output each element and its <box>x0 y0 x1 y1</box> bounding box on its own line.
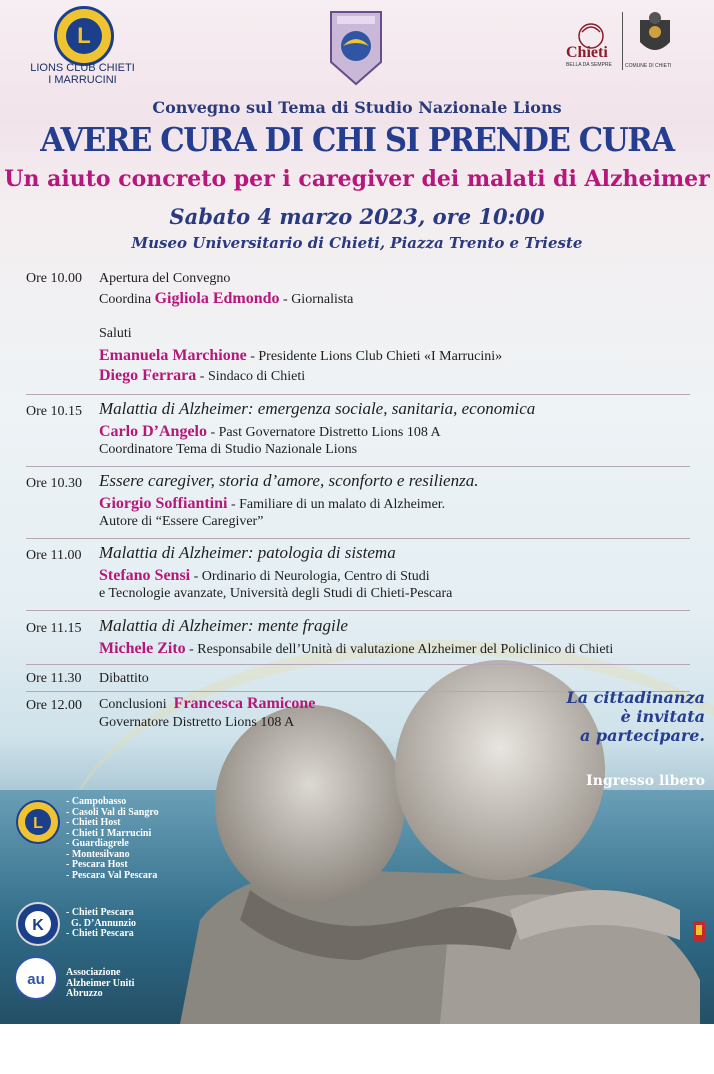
session-time: Ore 11.00 <box>26 548 82 563</box>
event-date: Sabato 4 marzo 2023, ore 10:00 <box>169 204 545 229</box>
speaker-role: - Past Governatore Distretto Lions 108 A <box>206 425 441 440</box>
session-time: Ore 10.00 <box>26 271 82 286</box>
session-coordinator <box>99 290 353 308</box>
club-item: G. D’Annunzio <box>66 917 137 929</box>
session-topic: Essere caregiver, storia d’amore, sconforto e resilienza. <box>99 471 479 490</box>
session-title: Dibattito <box>99 671 149 686</box>
session-title: Conclusioni <box>99 697 167 712</box>
speaker-role: - Giornalista <box>279 292 354 307</box>
association-name <box>66 968 134 1000</box>
session-topic: Malattia di Alzheimer: mente fragile <box>99 616 348 635</box>
club-item: - Campobasso <box>66 796 127 807</box>
svg-text:au: au <box>27 971 45 988</box>
session-speaker <box>99 495 445 513</box>
association-line: Associazione <box>66 967 121 978</box>
alzheimer-uniti-logo-icon <box>14 956 58 1000</box>
club-item: - Montesilvano <box>66 848 130 860</box>
club-name-line1: LIONS CLUB CHIETI <box>30 62 135 74</box>
club-item: - Guardiagrele <box>66 838 129 849</box>
greeting-speaker <box>99 367 305 385</box>
speaker-name: Michele Zito <box>99 640 186 657</box>
kiwanis-club-list <box>66 908 136 940</box>
free-entry-label: Ingresso libero <box>586 773 705 789</box>
session-conclusion <box>99 695 315 713</box>
session-time: Ore 11.15 <box>26 621 82 636</box>
event-subtitle: Convegno sul Tema di Studio Nazionale Lions <box>152 98 562 117</box>
speaker-role: Governatore Distretto Lions 108 A <box>99 715 295 730</box>
comune-coat-of-arms-icon <box>634 10 676 60</box>
club-name-line2: I MARRUCINI <box>48 74 117 86</box>
session-time: Ore 12.00 <box>26 698 82 713</box>
small-emblem-icon <box>692 920 706 942</box>
coordinator-prefix: Coordina <box>99 292 152 307</box>
speaker-name: Emanuela Marchione <box>99 347 247 364</box>
session-title: Apertura del Convegno <box>99 271 231 286</box>
speaker-role: - Ordinario di Neurologia, Centro di Studi <box>190 569 430 584</box>
club-item: - Chieti I Marrucini <box>66 827 152 839</box>
speaker-role: - Familiare di un malato di Alzheimer. <box>227 497 446 512</box>
invitation-line: è invitata <box>620 707 705 726</box>
lions-club-list <box>66 797 159 881</box>
club-item: - Pescara Host <box>66 859 128 870</box>
club-item: - Chieti Pescara <box>66 928 134 939</box>
district-shield-logo <box>329 10 383 86</box>
lions-logo-icon <box>16 800 60 844</box>
invitation-line: La cittadinanza <box>566 688 705 707</box>
event-place: Museo Universitario di Chieti, Piazza Trento e Trieste <box>131 234 583 252</box>
invitation <box>540 688 705 745</box>
session-speaker <box>99 640 613 658</box>
club-name <box>20 62 145 86</box>
comune-name: COMUNE DI CHIETI <box>625 63 672 69</box>
speaker-name: Carlo D’Angelo <box>99 423 207 440</box>
speaker-role-extra: Autore di “Essere Caregiver” <box>99 514 264 529</box>
speaker-role-extra: e Tecnologie avanzate, Università degli Studi di Chieti-Pescara <box>99 586 453 601</box>
association-line: Alzheimer Uniti <box>66 977 135 989</box>
section-divider <box>26 466 690 467</box>
speaker-role-extra: Coordinatore Tema di Studio Nazionale Lions <box>99 442 358 457</box>
event-tagline: Un aiuto concreto per i caregiver dei malati di Alzheimer <box>4 166 710 192</box>
session-time: Ore 10.30 <box>26 476 82 491</box>
lions-international-logo: L <box>54 6 114 66</box>
logo-divider <box>622 12 623 70</box>
club-item: - Pescara Val Pescara <box>66 869 158 881</box>
session-topic: Malattia di Alzheimer: patologia di sistema <box>99 543 396 562</box>
section-divider <box>26 538 690 539</box>
association-line: Abruzzo <box>66 988 103 999</box>
club-item: - Casoli Val di Sangro <box>66 806 159 818</box>
speaker-name: Francesca Ramicone <box>173 695 316 712</box>
greeting-speaker <box>99 347 502 365</box>
chieti-city-name: Chieti <box>566 44 608 61</box>
section-divider <box>26 394 690 395</box>
club-item: - Chieti Pescara <box>66 907 134 918</box>
session-time: Ore 10.15 <box>26 404 82 419</box>
section-divider <box>26 610 690 611</box>
svg-text:K: K <box>32 917 44 934</box>
svg-text:L: L <box>33 815 43 832</box>
speaker-role: - Presidente Lions Club Chieti «I Marrucini» <box>246 349 503 364</box>
session-speaker <box>99 567 430 585</box>
speaker-role: - Responsabile dell’Unità di valutazione Alzheimer del Policlinico di Chieti <box>185 642 614 657</box>
session-topic: Malattia di Alzheimer: emergenza sociale, sanitaria, economica <box>99 399 536 418</box>
club-item: - Chieti Host <box>66 817 121 828</box>
section-divider <box>26 664 690 665</box>
speaker-role: - Sindaco di Chieti <box>196 369 306 384</box>
speaker-name: Giorgio Soffiantini <box>99 495 228 512</box>
session-time: Ore 11.30 <box>26 671 82 686</box>
greetings-label: Saluti <box>99 326 132 341</box>
invitation-line: a partecipare. <box>579 726 705 745</box>
chieti-tagline: BELLA DA SEMPRE <box>566 62 612 68</box>
event-title: AVERE CURA DI CHI SI PRENDE CURA <box>40 120 674 159</box>
speaker-name: Stefano Sensi <box>99 567 191 584</box>
speaker-name: Diego Ferrara <box>99 367 197 384</box>
kiwanis-logo-icon <box>16 902 60 946</box>
speaker-name: Gigliola Edmondo <box>154 290 280 307</box>
session-speaker <box>99 423 441 441</box>
